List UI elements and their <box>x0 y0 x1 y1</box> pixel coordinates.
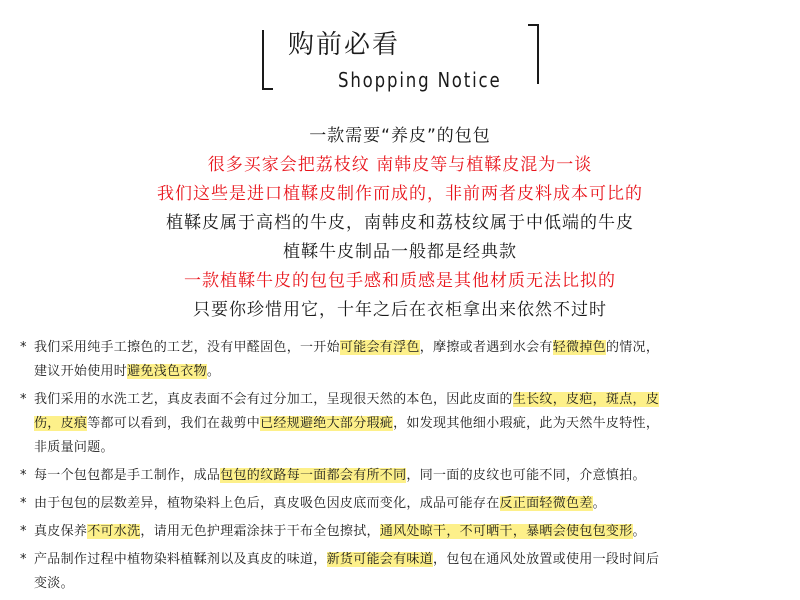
highlight-run: 通风处晾干，不可晒干，暴晒会使包包变形 <box>379 524 633 539</box>
notice-text <box>34 388 659 460</box>
intro-line: 植鞣牛皮制品一般都是经典款 <box>283 242 517 262</box>
intro-line: 一款植鞣牛皮的包包手感和质感是其他材质无法比拟的 <box>184 271 616 291</box>
text-run: 变淡。 <box>34 576 74 591</box>
text-run: 我们采用的水洗工艺，真皮表面不会有过分加工，呈现很天然的本色，因此皮面的 <box>34 392 513 407</box>
text-run: ，包包在通风处放置或使用一段时间后 <box>433 552 660 567</box>
page-title: 购前必看 <box>288 30 401 60</box>
page-subtitle: Shopping Notice <box>338 68 502 92</box>
text-run: ，摩擦或者遇到水会有 <box>419 340 553 355</box>
bullet-star-icon: * <box>20 524 27 539</box>
text-run: 。 <box>632 524 646 539</box>
highlight-run: 反正面轻微色差 <box>499 496 593 511</box>
header-bracket-left <box>262 30 273 90</box>
highlight-run: 包包的纹路每一面都会有所不同 <box>220 468 407 483</box>
notice-text <box>34 336 659 384</box>
notice-text <box>34 520 646 544</box>
text-run: 。 <box>592 496 606 511</box>
text-run: 非质量问题。 <box>34 440 114 455</box>
bullet-star-icon: * <box>20 340 27 355</box>
notice-item <box>20 520 790 544</box>
bullet-star-icon: * <box>20 496 27 511</box>
notice-item <box>20 388 790 460</box>
highlight-run: 生长纹，皮疤，斑点，皮 <box>512 392 660 407</box>
notice-text <box>34 548 659 596</box>
intro-line: 我们这些是进口植鞣皮制作而成的，非前两者皮料成本可比的 <box>157 184 643 204</box>
intro-line: 一款需要“养皮”的包包 <box>309 126 491 146</box>
notice-list <box>20 336 790 600</box>
bullet-star-icon: * <box>20 552 27 567</box>
notice-item <box>20 492 790 516</box>
highlight-run: 避免浅色衣物 <box>127 364 207 379</box>
notice-text <box>34 464 646 488</box>
bullet-star-icon: * <box>20 392 27 407</box>
intro-line: 只要你珍惜用它，十年之后在衣柜拿出来依然不过时 <box>193 300 607 320</box>
text-run: 的情况， <box>605 340 660 355</box>
text-run: ，请用无色护理霜涂抹于干布全包擦拭， <box>140 524 380 539</box>
text-run: 真皮保养 <box>34 524 88 539</box>
highlight-run: 轻微掉色 <box>552 340 606 355</box>
text-run: 我们采用纯手工擦色的工艺，没有甲醛固色，一开始 <box>34 340 340 355</box>
text-run: 产品制作过程中植物染料植鞣剂以及真皮的味道， <box>34 552 327 567</box>
notice-item <box>20 548 790 596</box>
text-run: 建议开始使用时 <box>34 364 128 379</box>
highlight-run: 伤，皮痕 <box>34 416 88 431</box>
header-bracket-right <box>528 24 539 84</box>
notice-item <box>20 464 790 488</box>
highlight-run: 已经规避绝大部分瑕疵 <box>260 416 394 431</box>
intro-line: 很多买家会把荔枝纹 南韩皮等与植鞣皮混为一谈 <box>207 155 593 175</box>
text-run: 由于包包的层数差异，植物染料上色后，真皮吸色因皮底而变化，成品可能存在 <box>34 496 500 511</box>
intro-block <box>0 122 800 325</box>
text-run: 每一个包包都是手工制作，成品 <box>34 468 221 483</box>
text-run: ，如发现其他细小瑕疵，此为天然牛皮特性， <box>393 416 660 431</box>
text-run: ，同一面的皮纹也可能不同，介意慎拍。 <box>406 468 646 483</box>
intro-line: 植鞣皮属于高档的牛皮，南韩皮和荔枝纹属于中低端的牛皮 <box>166 213 634 233</box>
bullet-star-icon: * <box>20 468 27 483</box>
text-run: 等都可以看到，我们在裁剪中 <box>87 416 261 431</box>
highlight-run: 不可水洗 <box>87 524 141 539</box>
notice-text <box>34 492 606 516</box>
highlight-run: 可能会有浮色 <box>339 340 420 355</box>
notice-item <box>20 336 790 384</box>
text-run: 。 <box>206 364 221 379</box>
highlight-run: 新货可能会有味道 <box>326 552 434 567</box>
